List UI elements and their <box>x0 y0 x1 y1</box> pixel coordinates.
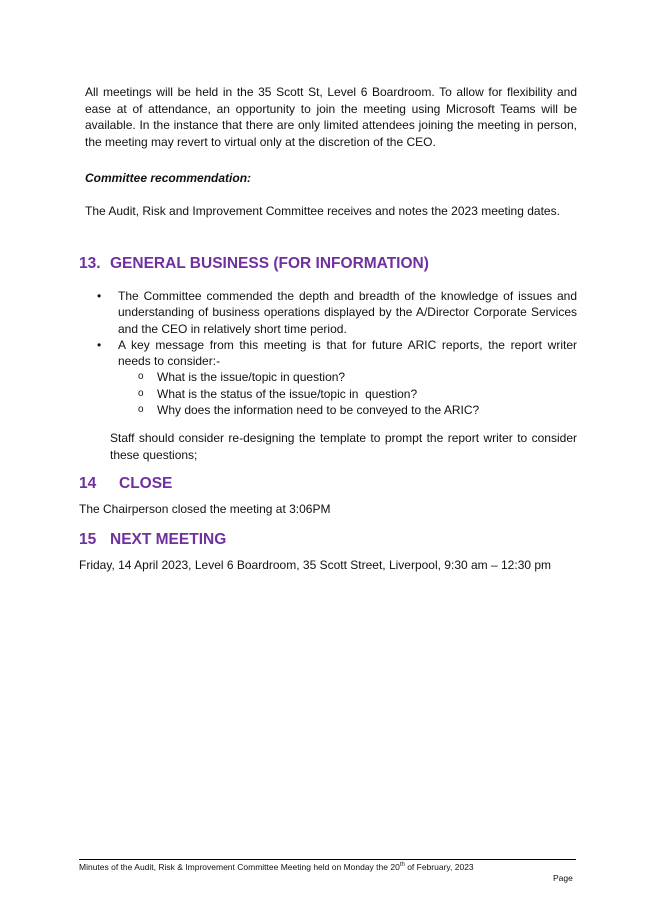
bullet-icon: • <box>97 289 102 303</box>
footer-caption-superscript: th <box>399 862 405 869</box>
committee-recommendation-text: The Audit, Risk and Improvement Committee receives and notes the 2023 meeting dates. <box>85 204 560 218</box>
list-item <box>96 288 577 337</box>
sub-list-item <box>118 369 577 385</box>
section-13-heading <box>79 255 429 273</box>
sub-list-item <box>118 402 577 418</box>
next-meeting-details: Friday, 14 April 2023, Level 6 Boardroom, 35 Scott Street, Liverpool, 9:30 am – 12:30 pm <box>79 558 552 572</box>
close-statement: The Chairperson closed the meeting at 3:06PM <box>79 502 331 516</box>
section-14-number: 14 <box>79 475 97 492</box>
footer-caption <box>79 862 474 872</box>
hollow-bullet-icon: o <box>138 404 144 416</box>
section-13-number: 13. <box>79 255 101 272</box>
hollow-bullet-icon: o <box>138 387 144 399</box>
section-13-title: GENERAL BUSINESS (FOR INFORMATION) <box>110 255 429 272</box>
bullet-icon: • <box>97 337 102 352</box>
list-item <box>96 337 577 418</box>
bullet-text: A key message from this meeting is that for future ARIC reports, the report writer needs to consider:- <box>118 337 577 369</box>
footer-caption-tail: of February, 2023 <box>404 862 474 872</box>
committee-recommendation-label: Committee recommendation: <box>85 171 252 185</box>
footer-page-label: Page <box>553 873 573 883</box>
footer-divider <box>79 859 576 860</box>
staff-note-paragraph: Staff should consider re-designing the template to prompt the report writer to consider these questions; <box>110 431 577 462</box>
section-14-title: CLOSE <box>119 475 173 492</box>
section-15-heading <box>79 531 226 549</box>
sub-bullet-list <box>118 369 577 418</box>
section-14-heading <box>79 475 172 493</box>
meeting-location-paragraph: All meetings will be held in the 35 Scott St, Level 6 Boardroom. To allow for flexibility and ease at of attendance, an opportunity to join the meeting using Microsoft Teams will be available. In the instance that there are only limited attendees joining the meeting in person, the meeting may revert to virtual only at the discretion of the CEO. <box>85 85 577 149</box>
general-business-list <box>96 288 577 418</box>
section-15-number: 15 <box>79 531 97 548</box>
sub-bullet-text: What is the status of the issue/topic in question? <box>157 386 418 401</box>
sub-bullet-text: Why does the information need to be conveyed to the ARIC? <box>157 403 480 418</box>
footer-caption-main: Minutes of the Audit, Risk & Improvement Committee Meeting held on Monday the 20 <box>79 862 400 872</box>
sub-bullet-text: What is the issue/topic in question? <box>157 370 346 385</box>
section-15-title: NEXT MEETING <box>110 531 227 548</box>
sub-list-item <box>118 386 577 402</box>
bullet-text: The Committee commended the depth and breadth of the knowledge of issues and understanding of business operations displayed by the A/Director Corporate Services and the CEO in relatively short time period. <box>118 289 577 336</box>
hollow-bullet-icon: o <box>138 371 144 383</box>
